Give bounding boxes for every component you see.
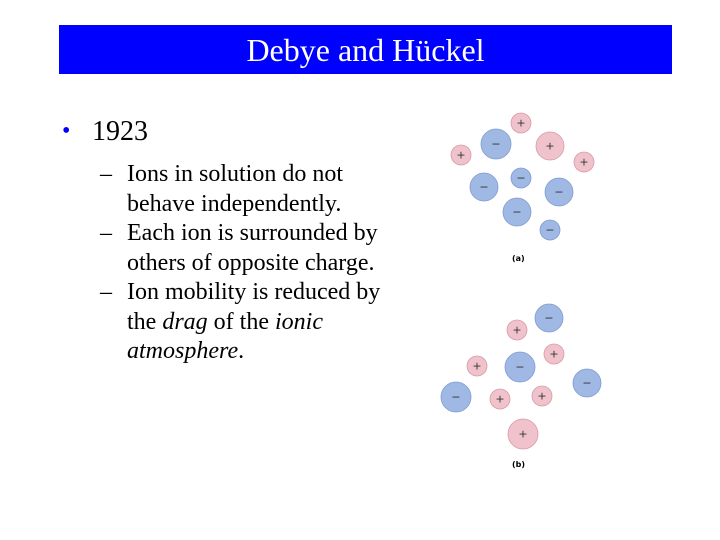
ion-charge-label: + — [537, 389, 547, 403]
sub-bullet-item — [100, 219, 420, 278]
dash-icon: – — [100, 220, 112, 246]
figure-a — [451, 113, 594, 240]
ion-charge-label: − — [491, 137, 501, 151]
ion-charge-label: − — [451, 390, 461, 404]
sub-bullet-text: Ions in solution do not behave independently. — [127, 161, 344, 217]
ion-charge-label: − — [516, 171, 526, 185]
bullet-text: 1923 — [92, 116, 148, 147]
sub-bullet-text: Each ion is surrounded by others of opposite charge. — [127, 220, 378, 276]
figure-a-label: (a) — [512, 254, 525, 263]
figure-b-label: (b) — [512, 460, 526, 469]
ion-charge-label: − — [582, 376, 592, 390]
sub-bullet-list — [100, 160, 420, 367]
bullet-item — [62, 116, 148, 148]
dash-icon: – — [100, 161, 112, 187]
sub-bullet-item — [100, 278, 420, 367]
ionic-atmosphere-figure — [430, 100, 610, 480]
ion-charge-label: + — [579, 155, 589, 169]
ion-charge-label: + — [549, 347, 559, 361]
ion-charge-label: − — [512, 205, 522, 219]
ion-charge-label: + — [512, 323, 522, 337]
ion-charge-label: − — [515, 360, 525, 374]
dash-icon: – — [100, 279, 112, 305]
ion-charge-label: + — [472, 359, 482, 373]
ion-charge-label: − — [545, 223, 555, 237]
ion-charge-label: + — [518, 427, 528, 441]
ion-charge-label: + — [516, 116, 526, 130]
ion-charge-label: + — [545, 139, 555, 153]
bullet-dot-icon: • — [62, 118, 71, 144]
figure-b — [441, 304, 601, 449]
ion-charge-label: − — [544, 311, 554, 325]
sub-bullet-text: Ion mobility is reduced by the drag of the ionic atmosphere. — [127, 279, 381, 364]
title-bar — [59, 25, 672, 74]
ion-charge-label: + — [495, 392, 505, 406]
ion-charge-label: + — [456, 148, 466, 162]
ion-charge-label: − — [479, 180, 489, 194]
slide-title: Debye and Hückel — [246, 31, 485, 68]
sub-bullet-item — [100, 160, 420, 219]
ion-charge-label: − — [554, 185, 564, 199]
